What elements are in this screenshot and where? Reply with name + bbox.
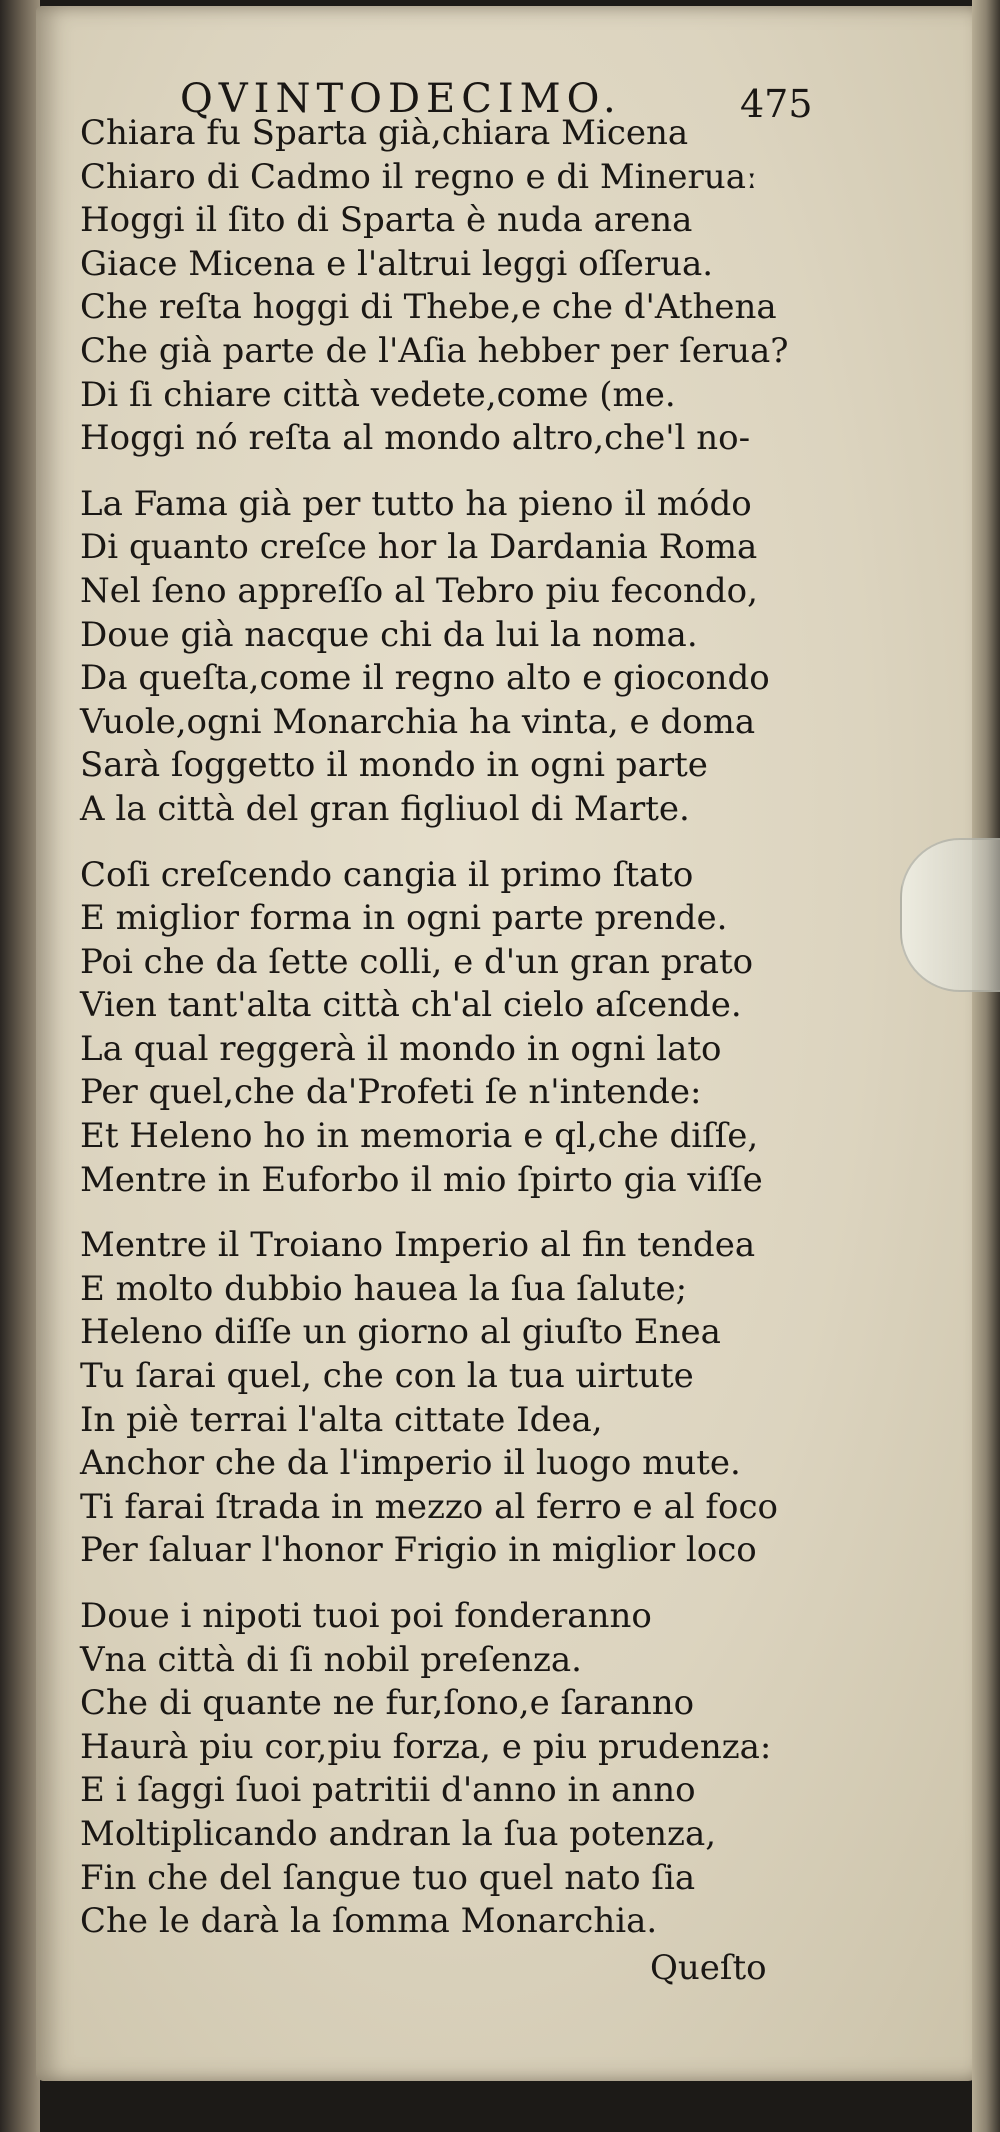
verse-line: Che già parte de l'Aſia hebber per ſerua? xyxy=(80,330,789,371)
verse-line: Per ſaluar l'honor Frigio in miglior loco xyxy=(80,1530,757,1571)
verse-line: Mentre in Euforbo il mio ſpirto gia viſſe xyxy=(80,1159,763,1200)
verse-line: A la città del gran figliuol di Marte. xyxy=(80,788,690,829)
verse-line: Anchor che da l'imperio il luogo mute. xyxy=(80,1443,741,1484)
verse-line: Chiara fu Sparta già,chiara Micena xyxy=(80,113,689,153)
verse-line: Hoggi il ſito di Sparta è nuda arena xyxy=(80,200,693,241)
verse-line: La Fama già per tutto ha pieno il módo xyxy=(80,483,752,524)
verse-line: Da queſta,come il regno alto e giocondo xyxy=(80,658,770,699)
verse-line: Mentre il Troiano Imperio al fin tendea xyxy=(80,1225,756,1266)
stanza xyxy=(80,854,860,1203)
verse-line: Fin che del ſangue tuo quel nato ſia xyxy=(80,1857,696,1898)
page-clip xyxy=(900,838,1000,992)
verse-line: Heleno diſſe un giorno al giuſto Enea xyxy=(80,1312,721,1353)
verse-line: Poi che da ſette colli, e d'un gran prato xyxy=(80,941,754,982)
verse-line: Ti farai ſtrada in mezzo al ferro e al foco xyxy=(80,1486,778,1527)
running-head: QVINTODECIMO. xyxy=(180,76,622,122)
page-edges xyxy=(972,0,1000,2132)
verse-line: Di ſi chiare città vedete,come (me. xyxy=(80,374,676,415)
verse-line: In piè terrai l'alta cittate Idea, xyxy=(80,1399,603,1440)
verse-line: Chiaro di Cadmo il regno e di Mineruaː xyxy=(80,156,758,197)
verse-line: Sarà ſoggetto il mondo in ogni parte xyxy=(80,745,708,786)
verse-line: Giace Micena e l'altrui leggi oſſerua. xyxy=(80,243,714,284)
stanza xyxy=(80,112,860,461)
verse-line: Che di quante ne fur,ſono,e ſaranno xyxy=(80,1683,695,1724)
verse-line: Vuole,ogni Monarchia ha vinta, e doma xyxy=(80,701,756,742)
verse-line: E molto dubbio hauea la ſua ſalute; xyxy=(80,1268,688,1309)
verse-line: Moltiplicando andran la ſua potenza, xyxy=(80,1813,717,1854)
poem-text xyxy=(80,112,860,1966)
verse-line: Vien tant'alta città ch'al cielo aſcende. xyxy=(80,985,742,1026)
verse-line: Che le darà la ſomma Monarchia. xyxy=(80,1901,658,1942)
verse-line: La qual reggerà il mondo in ogni lato xyxy=(80,1028,722,1069)
book-spine xyxy=(0,0,40,2132)
verse-line: Di quanto creſce hor la Dardania Roma xyxy=(80,527,758,568)
verse-line: Nel ſeno appreſſo al Tebro piu fecondo, xyxy=(80,570,758,611)
verse-line: Tu ſarai quel, che con la tua uirtute xyxy=(80,1356,694,1397)
verse-line: Et Heleno ho in memoria e ql,che diſſe, xyxy=(80,1116,759,1157)
verse-line: E i ſaggi ſuoi patritii d'anno in anno xyxy=(80,1770,696,1811)
verse-line: Per quel,che da'Profeti ſe n'intende: xyxy=(80,1072,702,1113)
verse-line: Che reſta hoggi di Thebe,e che d'Athena xyxy=(80,287,777,328)
page-number: 475 xyxy=(740,82,813,126)
stanza xyxy=(80,1224,860,1573)
verse-line: E miglior forma in ogni parte prende. xyxy=(80,898,728,939)
verse-line: Coſi creſcendo cangia il primo ſtato xyxy=(80,854,694,895)
catchword: Queſto xyxy=(650,1948,767,1988)
stanza xyxy=(80,483,860,832)
verse-line: Doue già nacque chi da lui la noma. xyxy=(80,614,698,655)
verse-line: Doue i nipoti tuoi poi fonderanno xyxy=(80,1596,652,1636)
stanza xyxy=(80,1595,860,1944)
verse-line: Haurà piu cor,piu forza, e piu prudenza: xyxy=(80,1726,772,1767)
verse-line: Hoggi nó reſta al mondo altro,che'l no- xyxy=(80,418,751,459)
verse-line: Vna città di ſi nobil preſenza. xyxy=(80,1639,582,1680)
